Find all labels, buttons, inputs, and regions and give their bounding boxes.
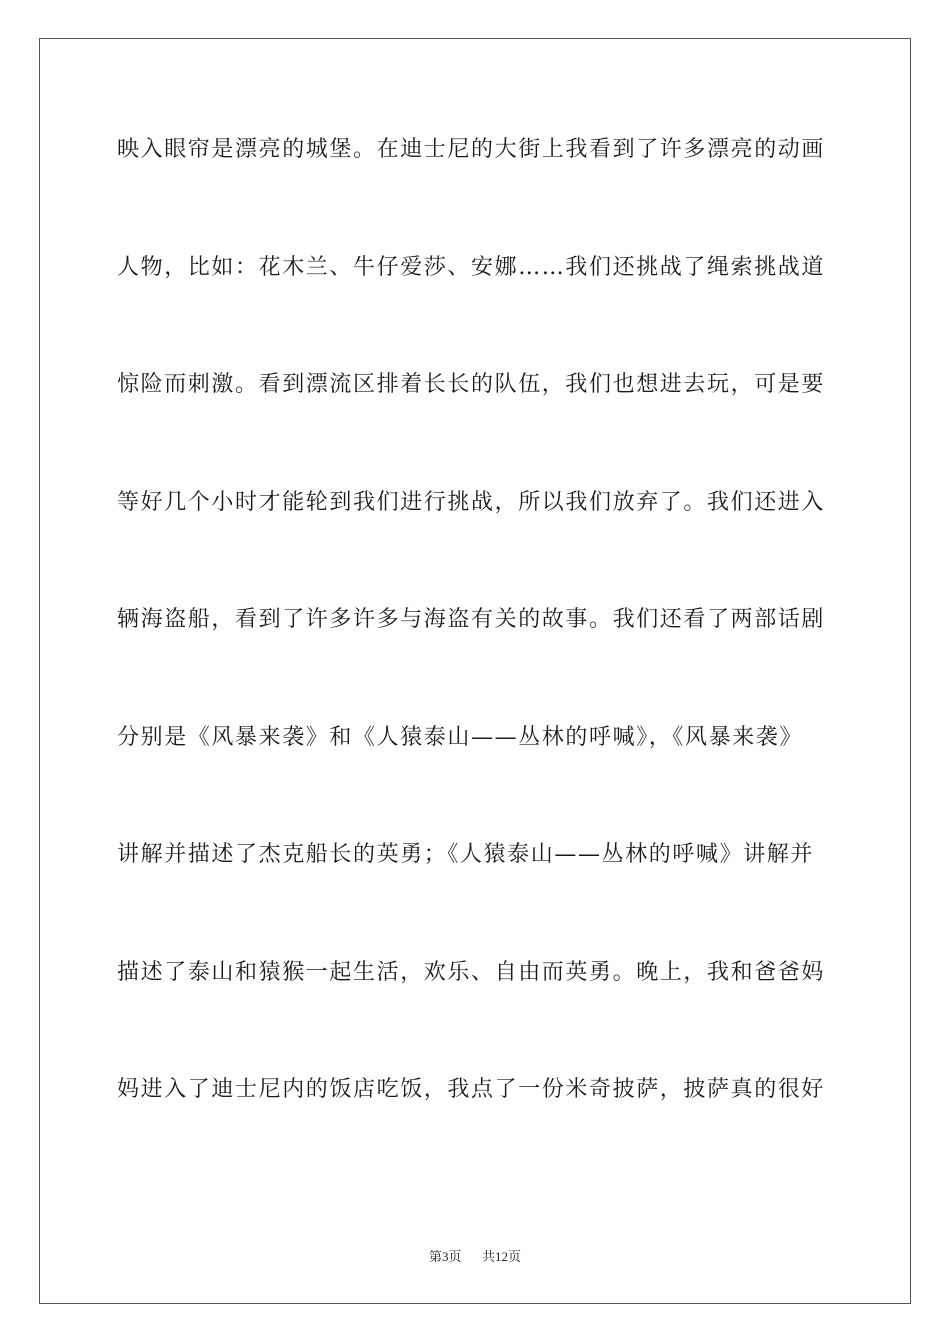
page-number: 第3页: [428, 1249, 462, 1264]
text-line: 等好几个小时才能轮到我们进行挑战，所以我们放弃了。我们还进入: [117, 489, 826, 515]
page-footer: [0, 1246, 950, 1265]
text-line: 妈进入了迪士尼内的饭店吃饭，我点了一份米奇披萨，披萨真的很好: [117, 1077, 826, 1102]
text-line: 惊险而刺激。看到漂流区排着长长的队伍，我们也想进去玩，可是要: [117, 372, 826, 397]
text-line: 描述了泰山和猿猴一起生活，欢乐、自由而英勇。晚上，我和爸爸妈: [117, 959, 826, 985]
text-line: 人物，比如：花木兰、牛仔爱莎、安娜……我们还挑战了绳索挑战道: [117, 254, 826, 280]
text-line: 分别是《风暴来袭》和《人猿泰山——丛林的呼喊》，《风暴来袭》: [117, 724, 804, 750]
text-line: 辆海盗船，看到了许多许多与海盗有关的故事。我们还看了两部话剧: [117, 607, 826, 632]
text-line: 映入眼帘是漂亮的城堡。在迪士尼的大街上我看到了许多漂亮的动画: [117, 137, 826, 162]
text-line: 讲解并描述了杰克船长的英勇；《人猿泰山——丛林的呼喊》讲解并: [117, 842, 815, 867]
document-body: [117, 120, 833, 1178]
page-total: 共12页: [482, 1249, 522, 1264]
